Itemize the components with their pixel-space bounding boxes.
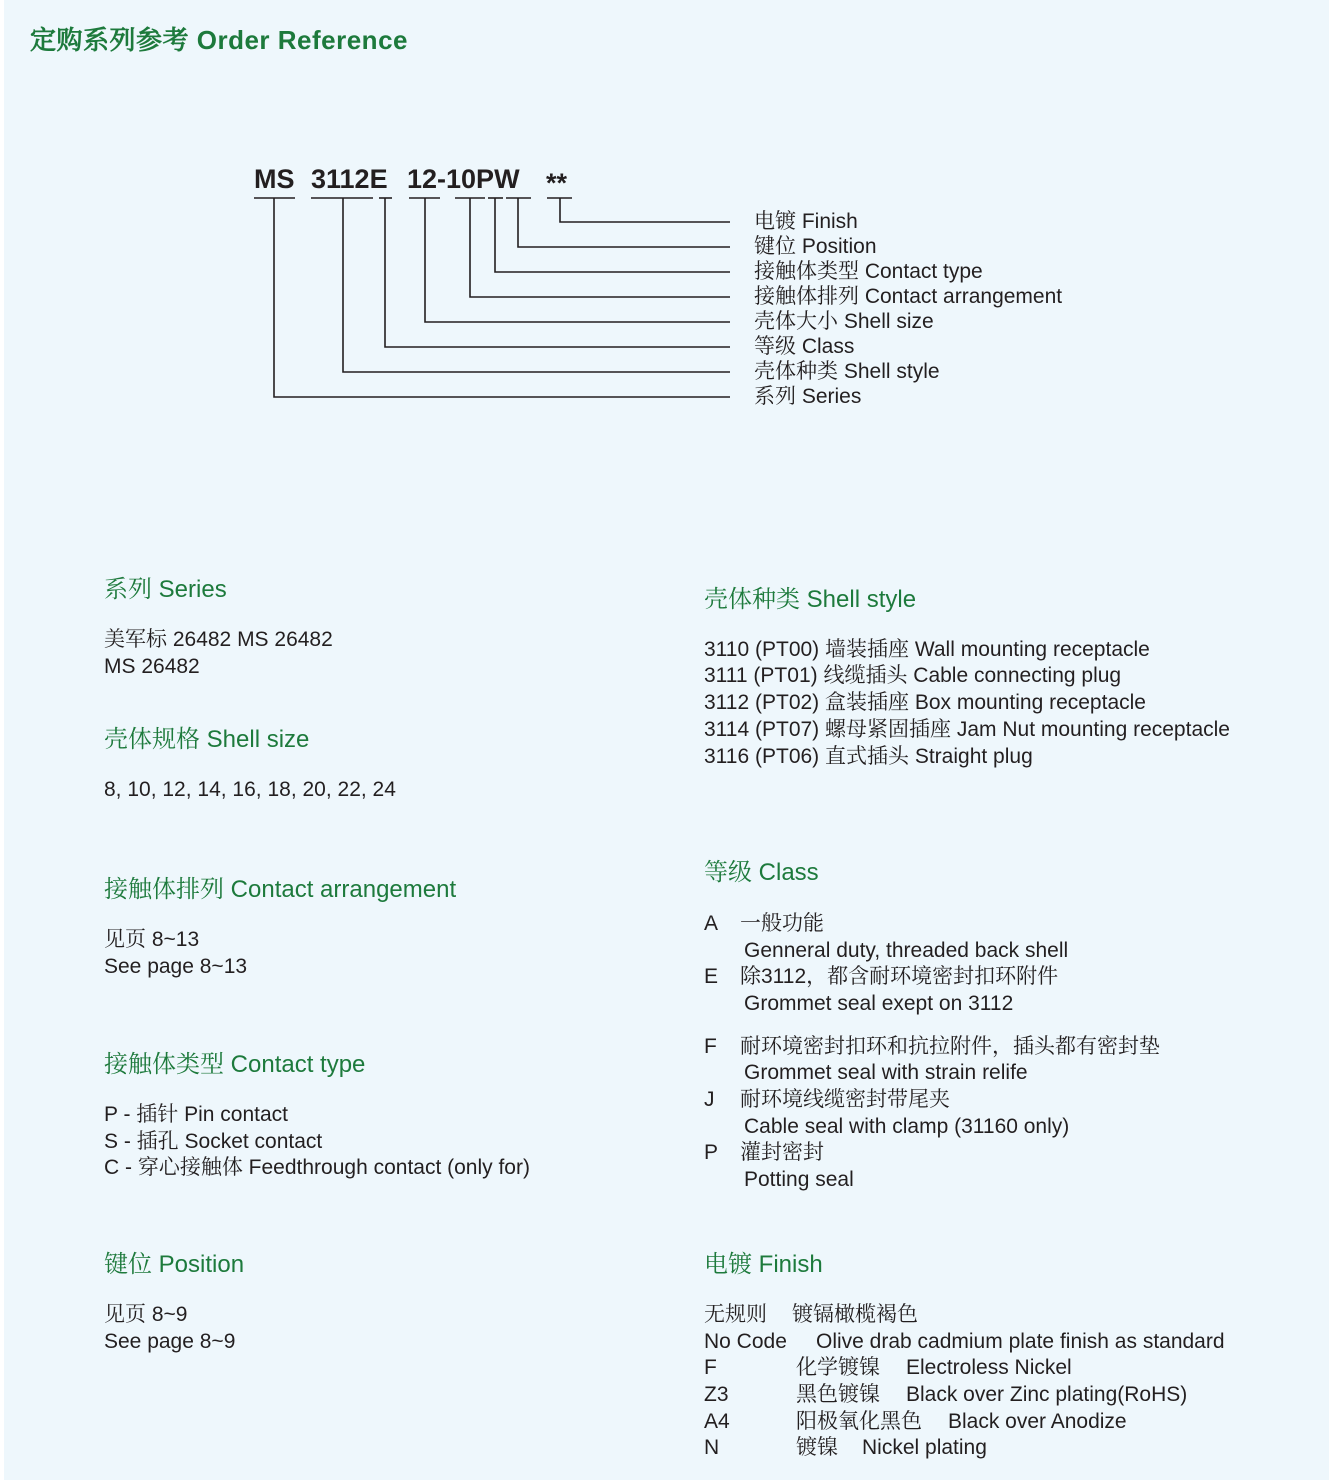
finish-code: Z3	[704, 1383, 729, 1406]
contact-type-line: C - 穿心接触体 Feedthrough contact (only for)	[104, 1156, 530, 1179]
label-shell-size: 壳体大小 Shell size	[754, 310, 934, 333]
finish-cn: 黑色镀镍	[796, 1383, 880, 1406]
finish-code: N	[704, 1436, 720, 1459]
finish-cn: 镀镍	[796, 1436, 838, 1459]
series-line: MS 26482	[104, 655, 200, 678]
contact-arrangement-line: See page 8~13	[104, 955, 248, 978]
class-code: P	[704, 1141, 719, 1164]
label-class: 等级 Class	[754, 335, 855, 358]
class-cn: 一般功能	[740, 912, 824, 935]
class-en: Grommet seal exept on 3112	[744, 992, 1014, 1015]
finish-code: F	[704, 1356, 717, 1379]
class-code: E	[704, 965, 719, 988]
class-en: Cable seal with clamp (31160 only)	[744, 1115, 1070, 1138]
contact-arrangement-line: 见页 8~13	[104, 928, 200, 951]
finish-cn: 阳极氧化黑色	[796, 1410, 922, 1433]
position-heading: 键位 Position	[104, 1251, 245, 1278]
code-series: MS	[254, 164, 295, 194]
finish-code: No Code	[704, 1330, 787, 1353]
class-cn: 灌封密封	[740, 1141, 824, 1164]
label-contact-arrangement: 接触体排列 Contact arrangement	[754, 285, 1063, 308]
label-contact-type: 接触体类型 Contact type	[754, 260, 983, 283]
finish-en: Electroless Nickel	[906, 1356, 1072, 1379]
class-en: Genneral duty, threaded back shell	[744, 939, 1069, 962]
label-position: 键位 Position	[754, 235, 877, 258]
leader-finish	[560, 198, 730, 222]
finish-heading: 电镀 Finish	[704, 1251, 823, 1278]
label-shell-style: 壳体种类 Shell style	[754, 360, 940, 383]
shell-style-line: 3112 (PT02) 盒装插座 Box mounting receptacle	[704, 691, 1146, 714]
code-finish: **	[546, 168, 568, 198]
position-line: 见页 8~9	[104, 1303, 188, 1326]
class-code: F	[704, 1035, 717, 1058]
series-line: 美军标 26482 MS 26482	[104, 628, 333, 651]
shell-style-line: 3114 (PT07) 螺母紧固插座 Jam Nut mounting receptacle	[704, 718, 1230, 741]
leader-contact-type	[495, 198, 730, 272]
position-line: See page 8~9	[104, 1330, 236, 1353]
finish-en: Olive drab cadmium plate finish as standard	[816, 1330, 1225, 1353]
code-size-arrangement: 12-10PW	[407, 164, 520, 194]
finish-cn: 化学镀镍	[796, 1356, 880, 1379]
finish-cn: 镀镉橄榄褐色	[792, 1303, 918, 1326]
label-series: 系列 Series	[754, 385, 862, 408]
class-cn: 耐环境密封扣环和抗拉附件，插头都有密封垫	[740, 1035, 1160, 1058]
series-heading: 系列 Series	[104, 576, 227, 603]
shell-size-line: 8, 10, 12, 14, 16, 18, 20, 22, 24	[104, 778, 396, 801]
contact-type-heading: 接触体类型 Contact type	[104, 1051, 366, 1078]
finish-en: Black over Anodize	[948, 1410, 1127, 1433]
shell-style-heading: 壳体种类 Shell style	[704, 586, 917, 613]
class-cn: 除3112，都含耐环境密封扣环附件	[740, 965, 1059, 988]
shell-style-line: 3111 (PT01) 线缆插头 Cable connecting plug	[704, 664, 1122, 687]
finish-code: 无规则	[704, 1303, 767, 1326]
page-title: 定购系列参考 Order Reference	[30, 25, 408, 55]
contact-arrangement-heading: 接触体排列 Contact arrangement	[104, 876, 457, 903]
shell-style-line: 3110 (PT00) 墙装插座 Wall mounting receptacle	[704, 638, 1150, 661]
shell-style-line: 3116 (PT06) 直式插头 Straight plug	[704, 745, 1033, 768]
class-code: J	[704, 1088, 715, 1111]
class-cn: 耐环境线缆密封带尾夹	[740, 1088, 950, 1111]
class-code: A	[704, 912, 719, 935]
contact-type-line: P - 插针 Pin contact	[104, 1103, 289, 1126]
class-heading: 等级 Class	[704, 859, 819, 886]
class-en: Potting seal	[744, 1168, 854, 1191]
leader-shell-style	[343, 198, 730, 372]
class-en: Grommet seal with strain relife	[744, 1061, 1028, 1084]
finish-en: Black over Zinc plating(RoHS)	[906, 1383, 1188, 1406]
contact-type-line: S - 插孔 Socket contact	[104, 1130, 323, 1153]
order-code-diagram	[0, 0, 1333, 420]
finish-en: Nickel plating	[862, 1436, 987, 1459]
finish-code: A4	[704, 1410, 730, 1433]
code-shell-style-class: 3112E	[311, 164, 388, 194]
label-finish: 电镀 Finish	[754, 210, 858, 233]
shell-size-heading: 壳体规格 Shell size	[104, 726, 310, 753]
